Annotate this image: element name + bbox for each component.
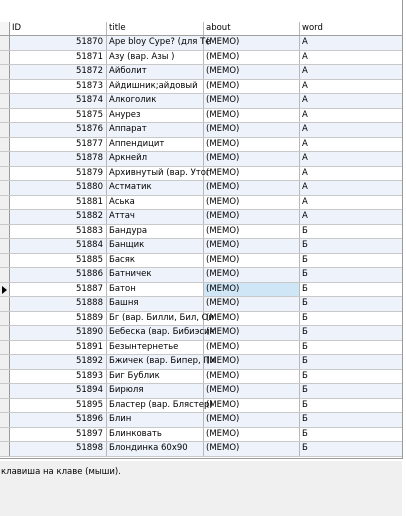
cell-about[interactable]: (MEMO): [204, 326, 300, 340]
row-selector[interactable]: [0, 196, 10, 210]
cell-title[interactable]: Бандура: [107, 225, 204, 239]
cell-about[interactable]: (MEMO): [204, 254, 300, 268]
cell-id[interactable]: 51879: [10, 167, 107, 181]
cell-id[interactable]: 51873: [10, 80, 107, 94]
table-row[interactable]: [0, 167, 402, 182]
table-row[interactable]: [0, 312, 402, 327]
cell-title[interactable]: Блин: [107, 413, 204, 427]
cell-about[interactable]: (MEMO): [204, 442, 300, 456]
row-selector[interactable]: [0, 181, 10, 195]
cell-id[interactable]: 51876: [10, 123, 107, 137]
table-row[interactable]: [0, 36, 402, 51]
cell-title[interactable]: Биг Бублик: [107, 370, 204, 384]
cell-word[interactable]: Б: [302, 225, 308, 236]
cell-title[interactable]: Блондинка 60х90: [107, 442, 204, 456]
cell-about[interactable]: (MEMO): [204, 384, 300, 398]
table-row[interactable]: [0, 109, 402, 124]
cell-id[interactable]: 51880: [10, 181, 107, 195]
row-selector[interactable]: [0, 36, 10, 50]
cell-id[interactable]: 51870: [10, 36, 107, 50]
row-selector[interactable]: [0, 152, 10, 166]
table-row[interactable]: [0, 152, 402, 167]
status-text: клавиша на клаве (мыши).: [1, 467, 121, 477]
row-selector[interactable]: [0, 94, 10, 108]
cell-word[interactable]: Б: [302, 312, 308, 323]
grid-header-row: [0, 22, 402, 36]
cell-title[interactable]: Батничек: [107, 268, 204, 282]
cell-about[interactable]: (MEMO): [204, 181, 300, 195]
cell-word[interactable]: А: [302, 196, 308, 207]
cell-title[interactable]: Банщик: [107, 239, 204, 253]
row-selector[interactable]: [0, 312, 10, 326]
cell-about[interactable]: (MEMO): [204, 312, 300, 326]
cell-id[interactable]: 51885: [10, 254, 107, 268]
cell-id[interactable]: 51877: [10, 138, 107, 152]
cell-id[interactable]: 51889: [10, 312, 107, 326]
row-selector[interactable]: [0, 442, 10, 456]
cell-word[interactable]: Б: [302, 385, 308, 395]
table-row[interactable]: [0, 210, 402, 225]
cell-title[interactable]: Аська: [107, 196, 204, 210]
column-header-about[interactable]: about: [204, 22, 300, 35]
table-row[interactable]: [0, 225, 402, 240]
cell-title[interactable]: Бжичек (вар. Бипер, Пи: [107, 355, 204, 369]
row-selector[interactable]: [0, 384, 10, 398]
cell-id[interactable]: 51881: [10, 196, 107, 210]
cell-word[interactable]: Б: [302, 298, 308, 308]
cell-about[interactable]: (MEMO): [204, 239, 300, 253]
cell-about[interactable]: (MEMO): [204, 210, 300, 224]
cell-word[interactable]: Б: [302, 443, 308, 453]
row-selector[interactable]: [0, 355, 10, 369]
row-selector[interactable]: [0, 123, 10, 137]
cell-about[interactable]: (MEMO): [204, 167, 300, 181]
cell-id[interactable]: 51894: [10, 384, 107, 398]
table-row[interactable]: [0, 442, 402, 457]
cell-about[interactable]: (MEMO): [204, 51, 300, 65]
cell-about[interactable]: (MEMO): [204, 123, 300, 137]
cell-id[interactable]: 51892: [10, 355, 107, 369]
cell-about[interactable]: (MEMO): [204, 341, 300, 355]
cell-about[interactable]: (MEMO): [204, 268, 300, 282]
table-row[interactable]: [0, 355, 402, 370]
cell-id[interactable]: 51896: [10, 413, 107, 427]
row-selector[interactable]: [0, 341, 10, 355]
cell-about[interactable]: (MEMO): [204, 196, 300, 210]
cell-word[interactable]: Б: [302, 428, 308, 439]
row-selector[interactable]: [0, 80, 10, 94]
table-row[interactable]: [0, 80, 402, 95]
table-row[interactable]: [0, 413, 402, 428]
cell-word[interactable]: Б: [302, 399, 308, 410]
cell-title[interactable]: Аппендицит: [107, 138, 204, 152]
cell-word[interactable]: А: [302, 51, 308, 62]
cell-title[interactable]: Анурез: [107, 109, 204, 123]
cell-word[interactable]: Б: [302, 269, 308, 279]
cell-title[interactable]: Батон: [107, 283, 204, 297]
row-selector[interactable]: [0, 283, 10, 297]
row-selector[interactable]: [0, 225, 10, 239]
table-row[interactable]: [0, 283, 402, 298]
table-row[interactable]: [0, 370, 402, 385]
table-row[interactable]: [0, 399, 402, 414]
column-header-id[interactable]: ID: [10, 22, 107, 35]
cell-word[interactable]: А: [302, 138, 308, 149]
row-selector[interactable]: [0, 254, 10, 268]
cell-title[interactable]: Архивнутый (вар. Утог: [107, 167, 204, 181]
cell-word[interactable]: Б: [302, 370, 308, 381]
triangle-right-icon: [2, 286, 7, 294]
table-row[interactable]: [0, 51, 402, 66]
column-header-title[interactable]: title: [107, 22, 204, 35]
cell-title[interactable]: Айдишник;айдовый: [107, 80, 204, 94]
row-selector[interactable]: [0, 210, 10, 224]
table-row[interactable]: [0, 181, 402, 196]
cell-word[interactable]: Б: [302, 341, 308, 352]
table-row[interactable]: [0, 196, 402, 211]
cell-about[interactable]: (MEMO): [204, 428, 300, 442]
cell-word[interactable]: Б: [302, 356, 308, 366]
table-row[interactable]: [0, 384, 402, 399]
row-selector[interactable]: [0, 239, 10, 253]
status-bar: [0, 461, 402, 516]
row-selector[interactable]: [0, 109, 10, 123]
cell-title[interactable]: Бг (вар. Билли, Бил, Ои: [107, 312, 204, 326]
cell-word[interactable]: А: [302, 37, 308, 47]
cell-title[interactable]: Айболит: [107, 65, 204, 79]
table-row[interactable]: [0, 123, 402, 138]
row-selector[interactable]: [0, 413, 10, 427]
cell-about[interactable]: (MEMO): [204, 225, 300, 239]
row-selector[interactable]: [0, 138, 10, 152]
cell-title[interactable]: Блинковать: [107, 428, 204, 442]
cell-title[interactable]: Азу (вар. Азы ): [107, 51, 204, 65]
cell-title[interactable]: Аттач: [107, 210, 204, 224]
cell-id[interactable]: 51875: [10, 109, 107, 123]
cell-id[interactable]: 51887: [10, 283, 107, 297]
row-selector-header[interactable]: [0, 22, 10, 35]
cell-word[interactable]: А: [302, 95, 308, 105]
cell-title[interactable]: Астматик: [107, 181, 204, 195]
row-selector[interactable]: [0, 326, 10, 340]
cell-word[interactable]: Б: [302, 283, 308, 294]
cell-word[interactable]: Б: [302, 240, 308, 250]
cell-id[interactable]: 51882: [10, 210, 107, 224]
cell-about[interactable]: (MEMO): [204, 94, 300, 108]
cell-about[interactable]: (MEMO): [204, 399, 300, 413]
cell-title[interactable]: Аппарат: [107, 123, 204, 137]
cell-title[interactable]: Бебеска (вар. Бибиэсик: [107, 326, 204, 340]
table-row[interactable]: [0, 326, 402, 341]
cell-id[interactable]: 51895: [10, 399, 107, 413]
row-selector[interactable]: [0, 297, 10, 311]
row-selector[interactable]: [0, 268, 10, 282]
cell-id[interactable]: 51884: [10, 239, 107, 253]
row-selector[interactable]: [0, 370, 10, 384]
cell-about[interactable]: (MEMO): [204, 355, 300, 369]
cell-title[interactable]: Аре bloy Сурe? (для Те: [107, 36, 204, 50]
cell-word[interactable]: А: [302, 153, 308, 163]
table-row[interactable]: [0, 65, 402, 80]
cell-word[interactable]: А: [302, 109, 308, 120]
cell-id[interactable]: 51890: [10, 326, 107, 340]
cell-about[interactable]: (MEMO): [204, 36, 300, 50]
cell-id[interactable]: 51871: [10, 51, 107, 65]
cell-word[interactable]: А: [302, 80, 308, 91]
row-selector[interactable]: [0, 167, 10, 181]
cell-word[interactable]: А: [302, 124, 308, 134]
cell-word[interactable]: А: [302, 167, 308, 178]
cell-about[interactable]: (MEMO): [204, 283, 300, 297]
cell-word[interactable]: Б: [302, 254, 308, 265]
column-header-word[interactable]: word: [300, 22, 402, 35]
cell-id[interactable]: 51883: [10, 225, 107, 239]
cell-word[interactable]: А: [302, 66, 308, 76]
cell-id[interactable]: 51874: [10, 94, 107, 108]
cell-word[interactable]: А: [302, 182, 308, 192]
table-row[interactable]: [0, 94, 402, 109]
cell-word[interactable]: Б: [302, 327, 308, 337]
cell-about[interactable]: (MEMO): [204, 109, 300, 123]
cell-about[interactable]: (MEMO): [204, 80, 300, 94]
row-selector[interactable]: [0, 428, 10, 442]
cell-title[interactable]: Безынтернетье: [107, 341, 204, 355]
table-row[interactable]: [0, 341, 402, 356]
cell-about[interactable]: (MEMO): [204, 413, 300, 427]
table-row[interactable]: [0, 297, 402, 312]
cell-title[interactable]: Башня: [107, 297, 204, 311]
cell-id[interactable]: 51897: [10, 428, 107, 442]
cell-id[interactable]: 51886: [10, 268, 107, 282]
cell-id[interactable]: 51888: [10, 297, 107, 311]
table-row[interactable]: [0, 239, 402, 254]
table-row[interactable]: [0, 428, 402, 443]
cell-about[interactable]: (MEMO): [204, 297, 300, 311]
cell-id[interactable]: 51893: [10, 370, 107, 384]
table-row[interactable]: [0, 138, 402, 153]
cell-id[interactable]: 51898: [10, 442, 107, 456]
cell-about[interactable]: (MEMO): [204, 370, 300, 384]
cell-title[interactable]: Бластер (вар. Блястер): [107, 399, 204, 413]
table-row[interactable]: [0, 254, 402, 269]
cell-about[interactable]: (MEMO): [204, 65, 300, 79]
cell-word[interactable]: Б: [302, 414, 308, 424]
cell-word[interactable]: А: [302, 211, 308, 221]
cell-title[interactable]: Аркнейл: [107, 152, 204, 166]
table-row[interactable]: [0, 268, 402, 283]
cell-id[interactable]: 51872: [10, 65, 107, 79]
row-selector[interactable]: [0, 399, 10, 413]
cell-id[interactable]: 51878: [10, 152, 107, 166]
cell-id[interactable]: 51891: [10, 341, 107, 355]
cell-about[interactable]: (MEMO): [204, 138, 300, 152]
row-selector[interactable]: [0, 51, 10, 65]
cell-title[interactable]: Алкоголик: [107, 94, 204, 108]
cell-title[interactable]: Бирюля: [107, 384, 204, 398]
row-selector[interactable]: [0, 65, 10, 79]
cell-title[interactable]: Басяк: [107, 254, 204, 268]
cell-about[interactable]: (MEMO): [204, 152, 300, 166]
